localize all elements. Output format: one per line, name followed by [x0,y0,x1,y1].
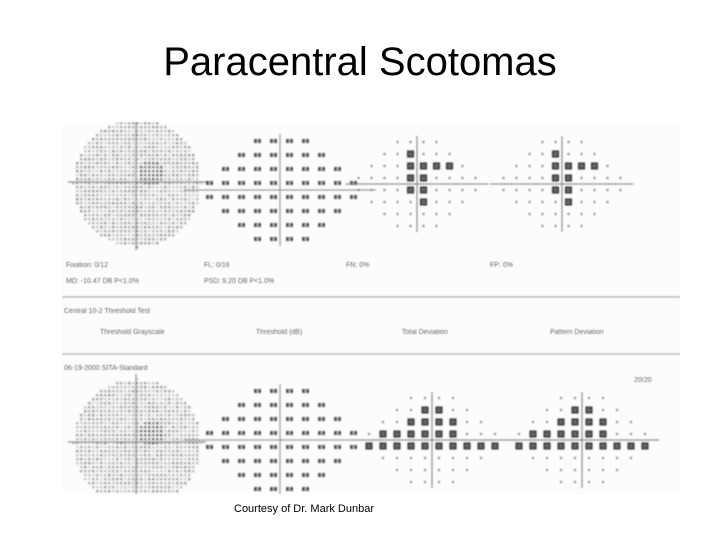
date-line: 06-19-2000 SITA-Standard [64,365,148,372]
md-text: MD: -10.47 DB P<1.0% [66,278,139,285]
slide-title: Paracentral Scotomas [163,40,557,84]
visual-field-plots [62,122,680,494]
caption: Courtesy of Dr. Mark Dunbar [234,503,374,515]
fp-text: FP: 0% [490,262,513,269]
column-total-deviation: Total Deviation [402,329,448,336]
column-threshold: Threshold (dB) [256,329,303,336]
fl-text: FL: 0/16 [204,262,230,269]
psd-text: PSD: 9.20 DB P<1.0% [204,278,275,285]
test-name: Central 10-2 Threshold Test [64,308,151,315]
column-grayscale: Threshold Grayscale [100,329,165,336]
column-pattern-deviation: Pattern Deviation [550,329,604,336]
visual-field-printout [62,122,680,494]
fixation-text: Fixation: 0/12 [66,262,109,269]
fn-text: FN: 0% [346,262,370,269]
acuity-text: 20/20 [634,377,652,384]
